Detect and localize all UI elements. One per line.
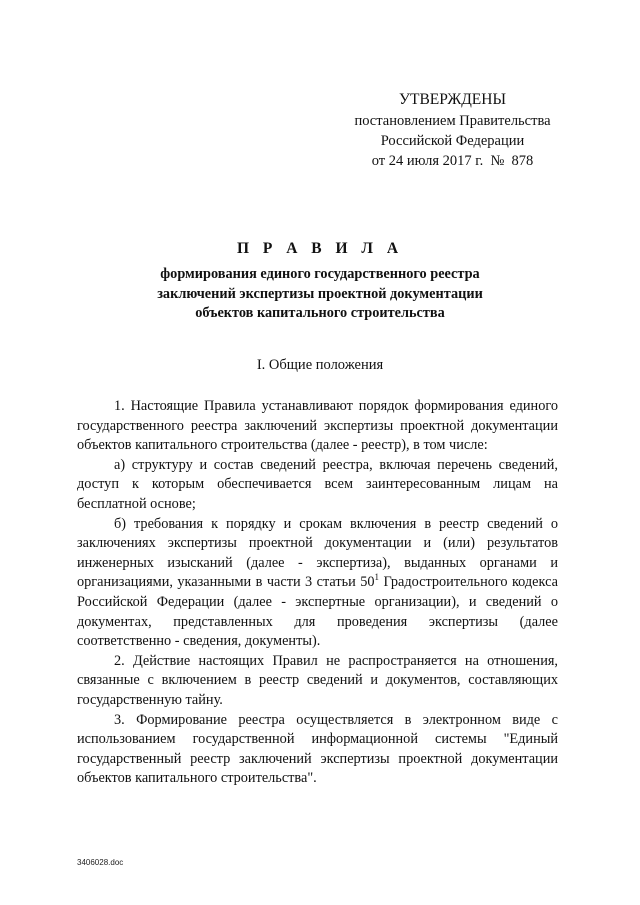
subtitle-line-2: заключений экспертизы проектной документации xyxy=(157,285,483,302)
subtitle-line-3: объектов капитального строительства xyxy=(195,305,445,321)
approval-line-2: Российской Федерации xyxy=(380,133,525,149)
document-title: П Р А В И Л А xyxy=(236,240,404,257)
approval-block xyxy=(340,90,565,171)
superscript-article-index: 1 xyxy=(374,572,380,583)
footer-filename: 3406028.doc xyxy=(77,858,124,867)
paragraph-1b-text-start: б) требования к порядку и срокам включения в реестр сведений о заключениях экспертизы проектной документации и (или) результатов инженерных изысканий (далее - экспертиза), выданных органами и организациями, указанными в части 3 статьи 50 xyxy=(77,515,558,591)
approval-heading: УТВЕРЖДЕНЫ xyxy=(399,91,506,108)
paragraph-2: 2. Действие настоящих Правил не распространяется на отношения, связанные с включением в реестр сведений и документов, составляющих государственную тайну. xyxy=(77,652,558,708)
document-subtitle xyxy=(0,265,640,324)
approval-line-1: постановлением Правительства xyxy=(354,113,551,129)
paragraph-1a: а) структуру и состав сведений реестра, включая перечень сведений, доступ к которым обеспечивается всем заинтересованным лицам на бесплатной основе; xyxy=(77,456,558,512)
document-body xyxy=(77,397,558,789)
paragraph-1b-text-end: Градостроительного кодекса Российской Федерации (далее - экспертные организации), и сведений о документах, представленных для проведения экспертизы (далее соответственно - сведения, документы). xyxy=(77,574,558,650)
paragraph-3: 3. Формирование реестра осуществляется в электронном виде с использованием государственной информационной системы "Единый государственный реестр заключений экспертизы проектной документации объектов капитального строительства". xyxy=(77,711,558,787)
paragraph-1b xyxy=(77,515,558,652)
subtitle-line-1: формирования единого государственного реестра xyxy=(160,266,480,282)
approval-date-line: от 24 июля 2017 г. № 878 xyxy=(371,153,534,169)
section-heading: I. Общие положения xyxy=(256,357,384,373)
paragraph-1: 1. Настоящие Правила устанавливают порядок формирования единого государственного реестра заключений экспертизы проектной документации объектов капитального строительства (далее - реестр), в том числе: xyxy=(77,398,558,454)
